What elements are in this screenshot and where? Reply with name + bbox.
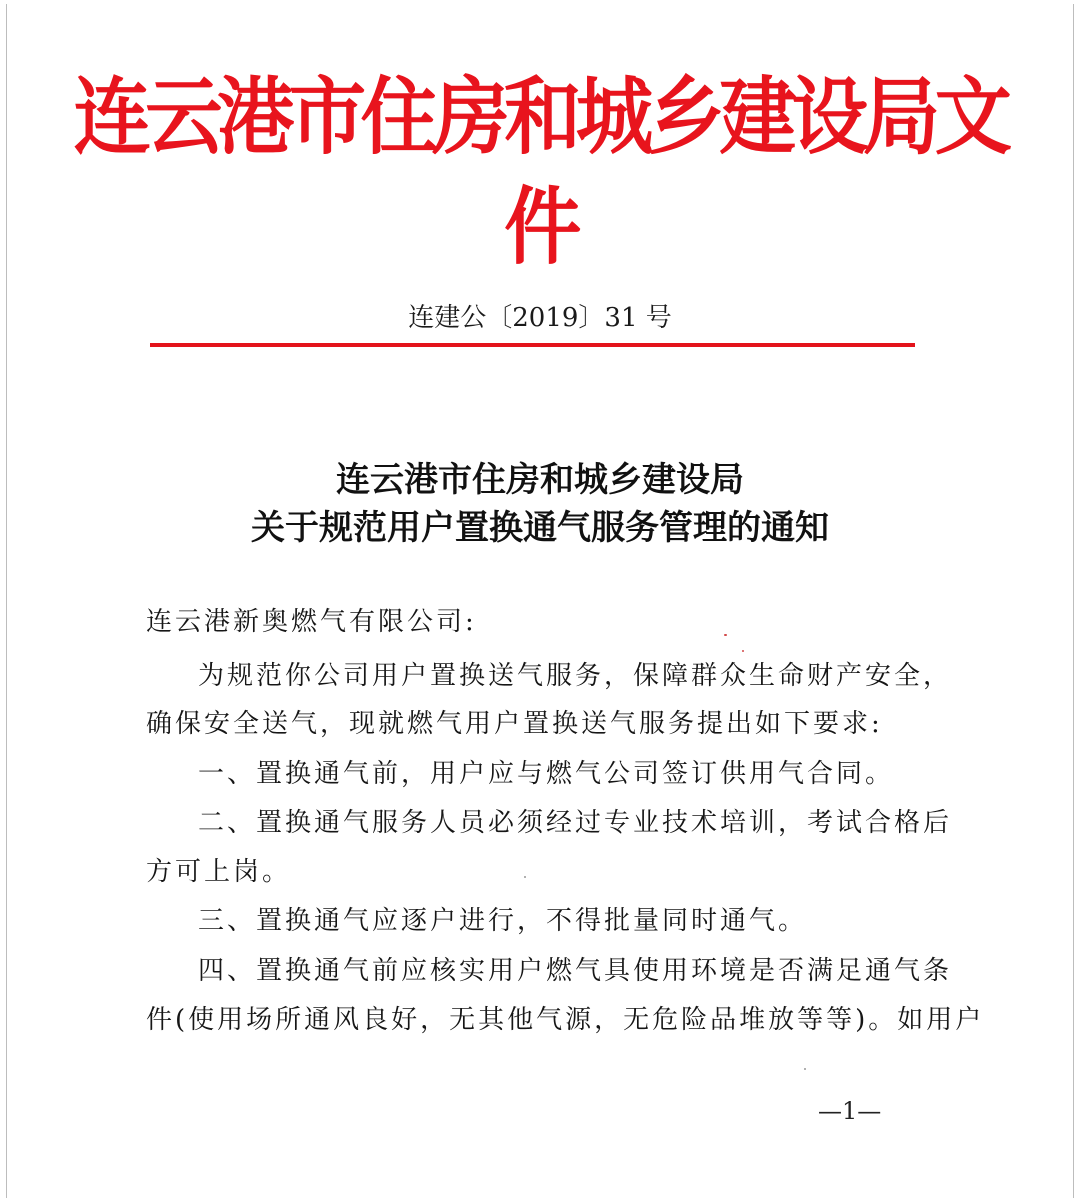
page-number: —1—	[818, 1097, 882, 1125]
red-divider-line	[150, 343, 915, 347]
body-line: 四、置换通气前应核实用户燃气具使用环境是否满足通气条	[198, 956, 953, 986]
notice-title-line1: 连云港市住房和城乡建设局	[336, 460, 744, 500]
body-line: 件(使用场所通风良好，无其他气源，无危险品堆放等等)。如用户	[146, 1005, 985, 1035]
document-number: 连建公〔2019〕31 号	[408, 303, 672, 333]
addressee: 连云港新奥燃气有限公司:	[146, 607, 477, 637]
scan-speck	[724, 634, 727, 636]
document-header-title: 连云港市住房和城乡建设局文件	[73, 67, 1007, 276]
notice-title-line2: 关于规范用户置换通气服务管理的通知	[251, 508, 829, 548]
body-line: 为规范你公司用户置换送气服务，保障群众生命财产安全，	[198, 661, 953, 691]
body-line: 一、置换通气前，用户应与燃气公司签订供用气合同。	[198, 759, 895, 789]
body-line: 二、置换通气服务人员必须经过专业技术培训，考试合格后	[198, 808, 953, 838]
body-line: 三、置换通气应逐户进行，不得批量同时通气。	[198, 906, 808, 936]
scan-speck	[804, 1068, 806, 1070]
scan-speck	[524, 876, 526, 878]
body-line: 方可上岗。	[146, 857, 292, 887]
body-line: 确保安全送气，现就燃气用户置换送气服务提出如下要求:	[146, 709, 883, 739]
scan-speck	[742, 650, 744, 652]
